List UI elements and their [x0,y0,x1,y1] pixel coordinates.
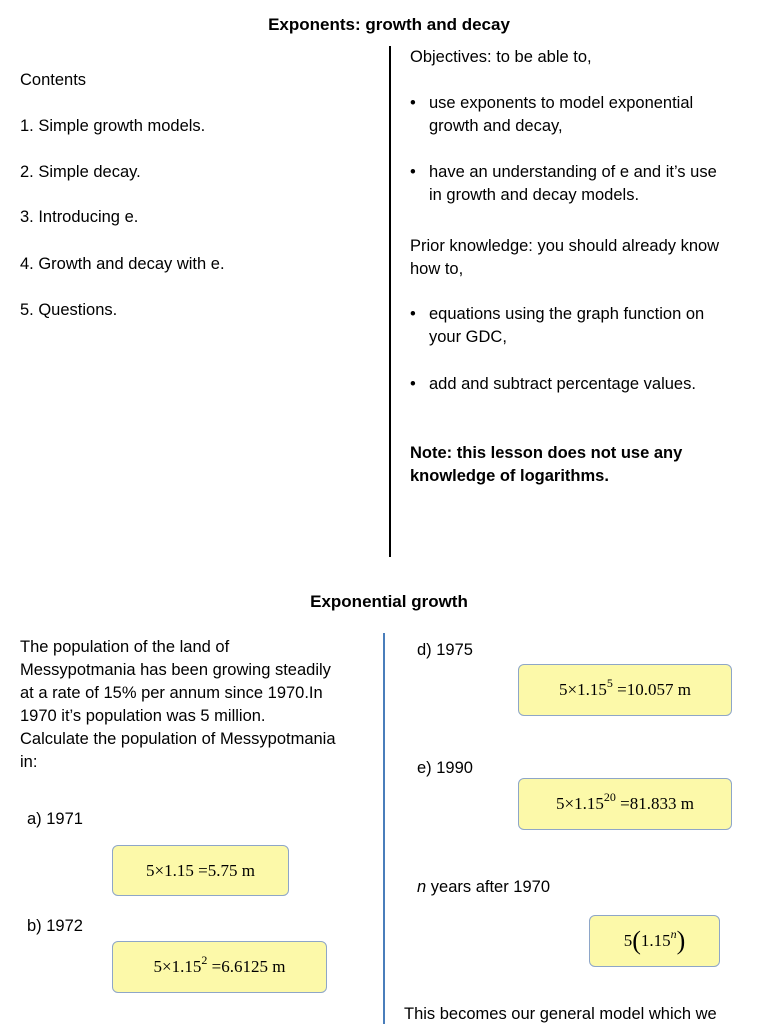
prior-heading: Prior knowledge: you should already know [410,237,720,255]
answer-b-box [112,941,327,993]
answer-base: 5×1.15 [146,860,194,880]
intro-line: The population of the land of [20,638,230,656]
bullet-icon: • [410,94,416,112]
variable-n: n [417,878,427,896]
bullet-icon: • [410,163,416,181]
objective-line: growth and decay, [429,117,563,135]
open-paren: ( [632,926,641,955]
answer-exponent: 2 [201,952,208,967]
question-f-text: years after 1970 [426,878,551,896]
answer-result: =81.833 m [620,794,694,813]
contents-item: 5. Questions. [20,301,118,319]
question-f-label [417,876,550,899]
contents-heading: Contents [20,71,87,89]
slide2-divider [383,633,385,1024]
answer-result: =5.75 m [198,860,255,880]
bullet-icon: • [410,375,416,393]
slide1-title: Exponents: growth and decay [268,15,510,34]
answer-exponent: n [670,926,677,941]
prior-line: your GDC, [429,328,507,346]
prior-heading: how to, [410,260,464,278]
intro-line: at a rate of 15% per annum since 1970.In [20,684,323,702]
answer-base: 5×1.15 [559,680,607,699]
answer-e-box [518,778,732,830]
answer-base: 5×1.15 [153,957,202,976]
answer-exponent: 5 [606,675,613,690]
answer-d-box [518,664,732,716]
note-line: knowledge of logarithms. [410,467,609,485]
contents-item: 1. Simple growth models. [20,117,206,135]
answer-f-box [589,915,720,967]
intro-line: in: [20,753,38,771]
answer-base: 1.15 [640,931,671,950]
answer-a-box [112,845,289,896]
question-a-label: a) 1971 [27,810,83,828]
answer-coefficient: 5 [623,931,633,950]
question-b-label: b) 1972 [27,917,83,935]
answer-exponent: 20 [603,789,616,804]
contents-item: 4. Growth and decay with e. [20,255,225,273]
prior-line: add and subtract percentage values. [429,375,696,393]
question-d-label: d) 1975 [417,641,473,659]
objectives-heading: Objectives: to be able to, [410,48,592,66]
slide2-title: Exponential growth [310,592,468,611]
intro-line: Calculate the population of Messypotmania [20,730,336,748]
answer-result: =6.6125 m [211,957,286,976]
objective-line: use exponents to model exponential [429,94,694,112]
answer-base: 5×1.15 [556,794,604,813]
objective-line: have an understanding of e and it’s use [429,163,717,181]
contents-item: 3. Introducing e. [20,208,139,226]
intro-line: Messypotmania has been growing steadily [20,661,331,679]
footer-text: This becomes our general model which we [404,1005,717,1023]
prior-line: equations using the graph function on [429,305,705,323]
close-paren: ) [676,926,686,955]
answer-result: =10.057 m [617,680,691,699]
bullet-icon: • [410,305,416,323]
contents-item: 2. Simple decay. [20,163,141,181]
slide1-divider [389,46,391,557]
intro-line: 1970 it’s population was 5 million. [20,707,266,725]
question-e-label: e) 1990 [417,759,473,777]
note-line: Note: this lesson does not use any [410,444,683,462]
objective-line: in growth and decay models. [429,186,640,204]
